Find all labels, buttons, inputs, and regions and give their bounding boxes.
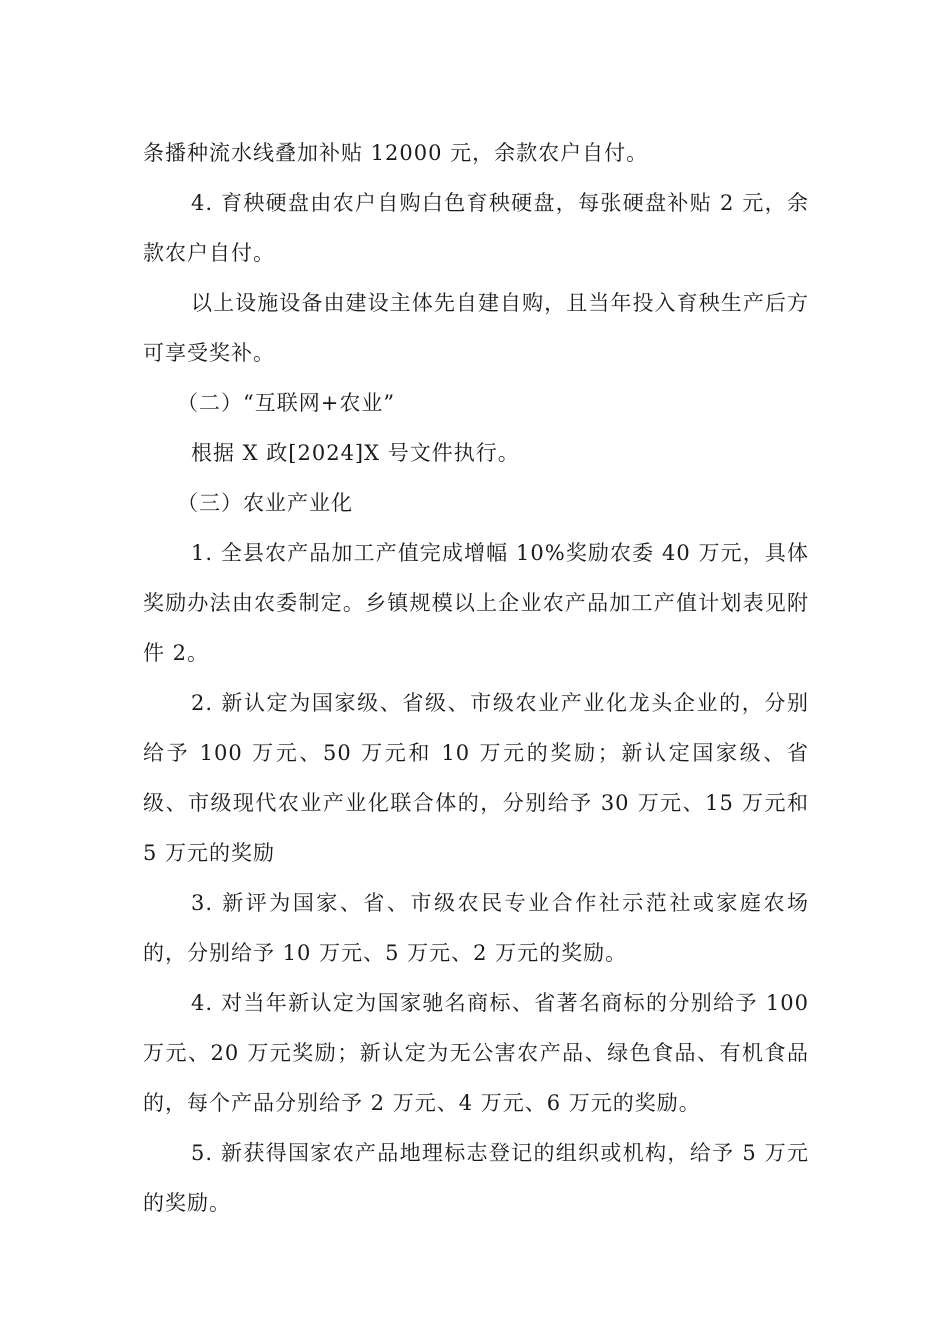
paragraph-continuation: 条播种流水线叠加补贴 12000 元，余款农户自付。: [143, 141, 649, 165]
paragraph-item-2-leading-enterprises: 2. 新认定为国家级、省级、市级农业产业化龙头企业的，分别给予 100 万元、50 万元和 10 万元的奖励；新认定国家级、省级、市级现代农业产业化联合体的，分别给予 30 万元、15 万元和 5 万元的奖励: [143, 691, 809, 865]
paragraph-facility-note: 以上设施设备由建设主体先自建自购，且当年投入育秧生产后方可享受奖补。: [143, 291, 809, 365]
section-heading-industrialization: （三）农业产业化: [177, 491, 353, 515]
paragraph-item-4-seedling-trays: 4. 育秧硬盘由农户自购白色育秧硬盘，每张硬盘补贴 2 元，余款农户自付。: [143, 191, 809, 265]
paragraph-document-reference: 根据 X 政[2024]X 号文件执行。: [191, 441, 520, 465]
paragraph-item-4-trademarks: 4. 对当年新认定为国家驰名商标、省著名商标的分别给予 100 万元、20 万元奖励；新认定为无公害农产品、绿色食品、有机食品的，每个产品分别给予 2 万元、4 万元、6 万元的奖励。: [143, 991, 809, 1115]
paragraph-item-5-geographic-indication: 5. 新获得国家农产品地理标志登记的组织或机构，给予 5 万元的奖励。: [143, 1141, 809, 1215]
paragraph-item-1-processing-value: 1. 全县农产品加工产值完成增幅 10%奖励农委 40 万元，具体奖励办法由农委制定。乡镇规模以上企业农产品加工产值计划表见附件 2。: [143, 541, 809, 665]
paragraph-item-3-cooperatives: 3. 新评为国家、省、市级农民专业合作社示范社或家庭农场的，分别给予 10 万元、5 万元、2 万元的奖励。: [143, 891, 809, 965]
section-heading-internet-agriculture: （二）“互联网+农业”: [177, 391, 396, 415]
document-body: [143, 128, 809, 1228]
